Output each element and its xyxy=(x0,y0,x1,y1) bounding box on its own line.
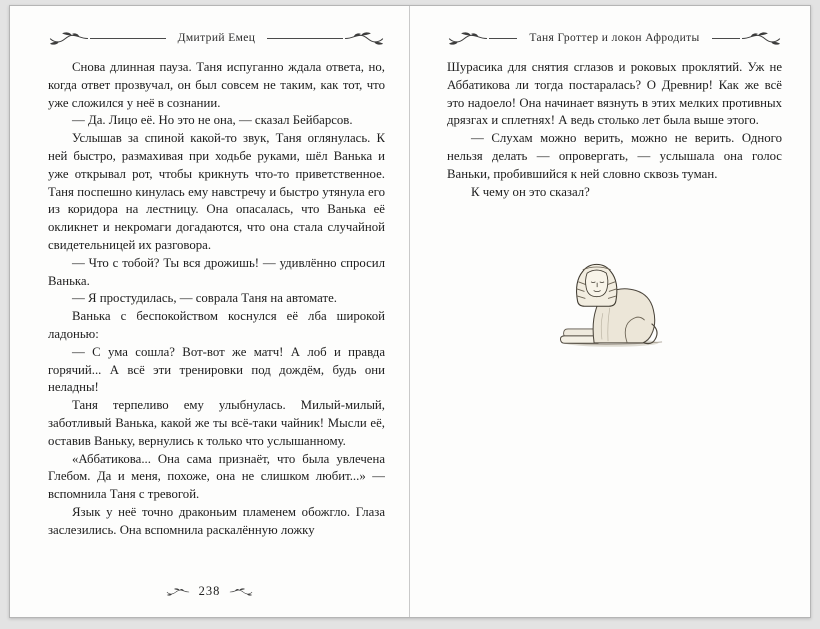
header-rule xyxy=(712,38,740,39)
page-number: 238 xyxy=(198,584,221,598)
page-footer-left xyxy=(10,584,409,599)
paragraph: «Аббатикова... Она сама признаёт, что была увлечена Глебом. Да и меня, похоже, она не слишком любит...» — вспомнила Таня с тревогой. xyxy=(48,451,385,502)
paragraph: — Да. Лицо её. Но это не она, — сказал Бейбарсов. xyxy=(72,113,353,128)
paragraph: К чему он это сказал? xyxy=(471,184,590,199)
header-rule xyxy=(90,38,166,39)
vine-flourish-icon xyxy=(343,32,385,45)
page-text-left xyxy=(48,59,385,573)
page-right xyxy=(410,6,810,617)
paragraph: Ванька с беспокойством коснулся её лба широкой ладонью: xyxy=(48,309,385,341)
paragraph: Таня терпеливо ему улыбнулась. Милый-милый, заботливый Ванька, какой же ты всё-таки чайник! Мысли её, оставив Ваньку, вернулись к только что услышанному. xyxy=(48,398,385,448)
paragraph: Снова длинная пауза. Таня испуганно ждала ответа, но, когда ответ прозвучал, он был совсем не таким, как тот, что уже сложился у неё в сознании. xyxy=(48,60,385,110)
vine-flourish-icon xyxy=(48,32,90,45)
paragraph: — Что с тобой? Ты вся дрожишь! — удивлённо спросил Ванька. xyxy=(48,255,385,288)
header-rule xyxy=(267,38,343,39)
curl-ornament-icon xyxy=(166,588,190,596)
running-head-right xyxy=(447,30,782,46)
running-head-left xyxy=(48,30,385,46)
paragraph: — Слухам можно верить, можно не верить. Одного нельзя делать — опровергать, — услышала она голос Ваньки, пробившийся к ней словно сквозь туман. xyxy=(447,131,782,181)
paragraph: Шурасика для снятия сглазов и роковых проклятий. Уж не Аббатикова ли тогда постаралась? О Древнир! Как же всё это надоело! Она начинает вязнуть в этих мелких противных дрязгах и сплетнях! А ведь столько лет была выше этого. xyxy=(447,60,782,128)
page-left xyxy=(10,6,410,617)
paragraph: — С ума сошла? Вот-вот же матч! А лоб и правда горячий... А всё эти тренировки под дождём, будь они неладны! xyxy=(48,344,385,395)
header-rule xyxy=(489,38,517,39)
running-head-title: Таня Гроттер и локон Афродиты xyxy=(529,32,700,44)
running-head-author: Дмитрий Емец xyxy=(177,32,256,44)
vine-flourish-icon xyxy=(447,32,489,45)
book-spread xyxy=(9,5,811,618)
paragraph: Услышав за спиной какой-то звук, Таня оглянулась. К ней быстро, размахивая при ходьбе руками, шёл Ванька и уже открывал рот, чтобы крикнуть что-то приветственное. Таня поспешно кинулась ему навстречу и быстро утянула его из коридора на лестницу. Она опасалась, что Ванька её окликнет и некромаги догадаются, что она стала случайной свидетельницей их разговора. xyxy=(48,131,385,252)
curl-ornament-icon xyxy=(229,588,253,596)
sphinx-drawing xyxy=(554,259,676,350)
vine-flourish-icon xyxy=(740,32,782,45)
sphinx-illustration xyxy=(447,259,782,350)
paragraph: — Я простудилась, — соврала Таня на автомате. xyxy=(72,291,337,306)
paragraph: Язык у неё точно драконьим пламенем обожгло. Глаза заслезились. Она вспомнила раскалённую ложку xyxy=(48,504,385,537)
page-text-right xyxy=(447,59,782,201)
